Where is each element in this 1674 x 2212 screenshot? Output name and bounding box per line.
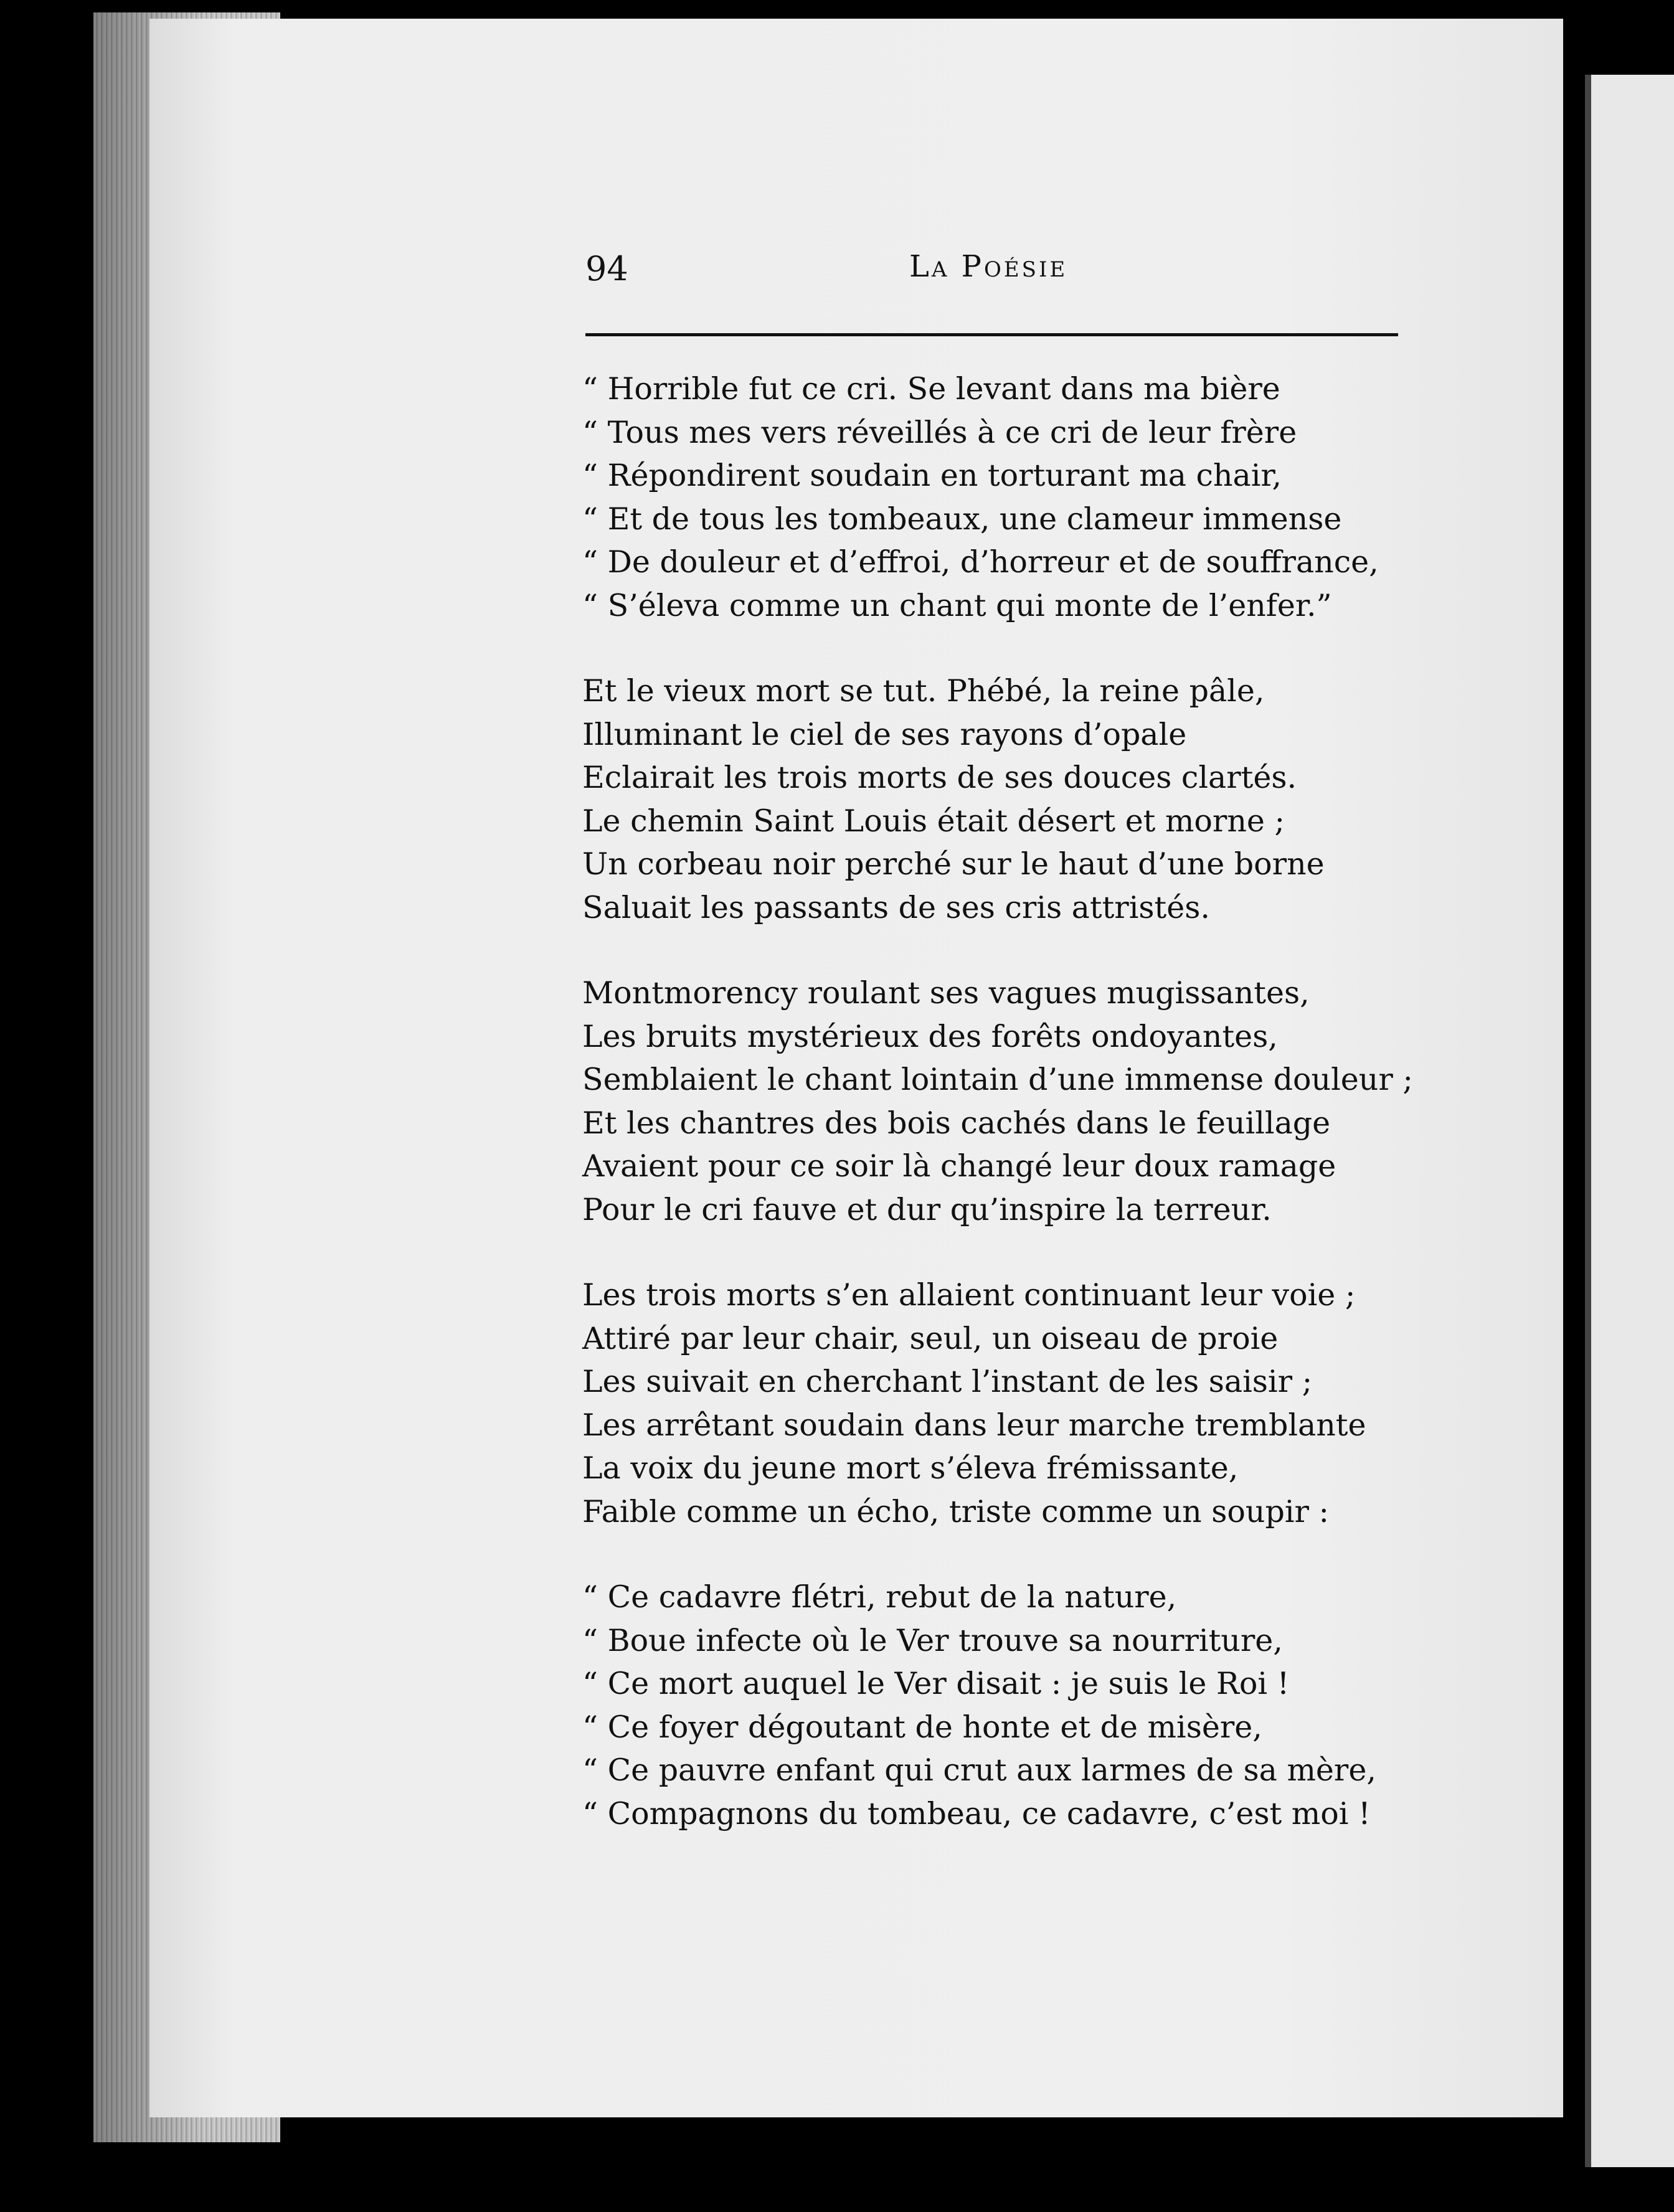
poem-body [582,367,1454,1878]
verse-line: Les bruits mystérieux des forêts ondoyantes, [582,1018,1278,1054]
verse-line: Faible comme un écho, triste comme un soupir : [582,1493,1330,1529]
verse-line: Attiré par leur chair, seul, un oiseau de proie [582,1320,1279,1356]
verse-line: “ Ce mort auquel le Ver disait : je suis le Roi ! [582,1666,1290,1701]
page-title: La Poésie [909,249,1068,284]
verse-line: “ Tous mes vers réveillés à ce cri de leur frère [582,414,1297,450]
stanza [582,1576,1454,1835]
verse-line: “ Boue infecte où le Ver trouve sa nourriture, [582,1622,1283,1658]
verse-line: “ S’éleva comme un chant qui monte de l’enfer.” [582,587,1332,623]
verse-line: Et les chantres des bois cachés dans le feuillage [582,1105,1331,1141]
verse-line: Pour le cri fauve et dur qu’inspire la terreur. [582,1191,1272,1227]
verse-line: Avaient pour ce soir là changé leur doux ramage [582,1148,1336,1184]
verse-line: Semblaient le chant lointain d’une immense douleur ; [582,1062,1413,1097]
verse-line: “ Ce cadavre flétri, rebut de la nature, [582,1579,1177,1615]
verse-line: Un corbeau noir perché sur le haut d’une borne [582,846,1325,882]
stanza [582,669,1454,929]
stanza [582,971,1454,1231]
verse-line: “ Répondirent soudain en torturant ma chair, [582,458,1282,493]
verse-line: “ Et de tous les tombeaux, une clameur immense [582,501,1342,537]
stanza [582,1274,1454,1533]
verse-line: Le chemin Saint Louis était désert et morne ; [582,803,1285,839]
verse-line: Les suivait en cherchant l’instant de les saisir ; [582,1364,1313,1399]
verse-line: Montmorency roulant ses vagues mugissantes, [582,975,1310,1011]
verse-line: La voix du jeune mort s’éleva frémissante, [582,1450,1239,1486]
verse-line: “ Horrible fut ce cri. Se levant dans ma bière [582,371,1280,407]
stanza [582,367,1454,627]
verse-line: Eclairait les trois morts de ses douces clartés. [582,760,1297,795]
verse-line: Illuminant le ciel de ses rayons d’opale [582,716,1187,752]
page-number: 94 [585,249,628,288]
facing-page-edge [1585,75,1674,2167]
verse-line: Les trois morts s’en allaient continuant leur voie ; [582,1277,1356,1313]
verse-line: “ Ce pauvre enfant qui crut aux larmes de sa mère, [582,1752,1376,1788]
header-rule [585,333,1398,336]
verse-line: “ Ce foyer dégoutant de honte et de misère, [582,1709,1262,1745]
verse-line: Et le vieux mort se tut. Phébé, la reine pâle, [582,673,1265,709]
verse-line: “ Compagnons du tombeau, ce cadavre, c’est moi ! [582,1795,1371,1832]
verse-line: Les arrêtant soudain dans leur marche tremblante [582,1407,1366,1443]
running-head [585,249,1404,299]
verse-line: Saluait les passants de ses cris attristés. [582,889,1210,925]
verse-line: “ De douleur et d’effroi, d’horreur et de souffrance, [582,544,1379,580]
